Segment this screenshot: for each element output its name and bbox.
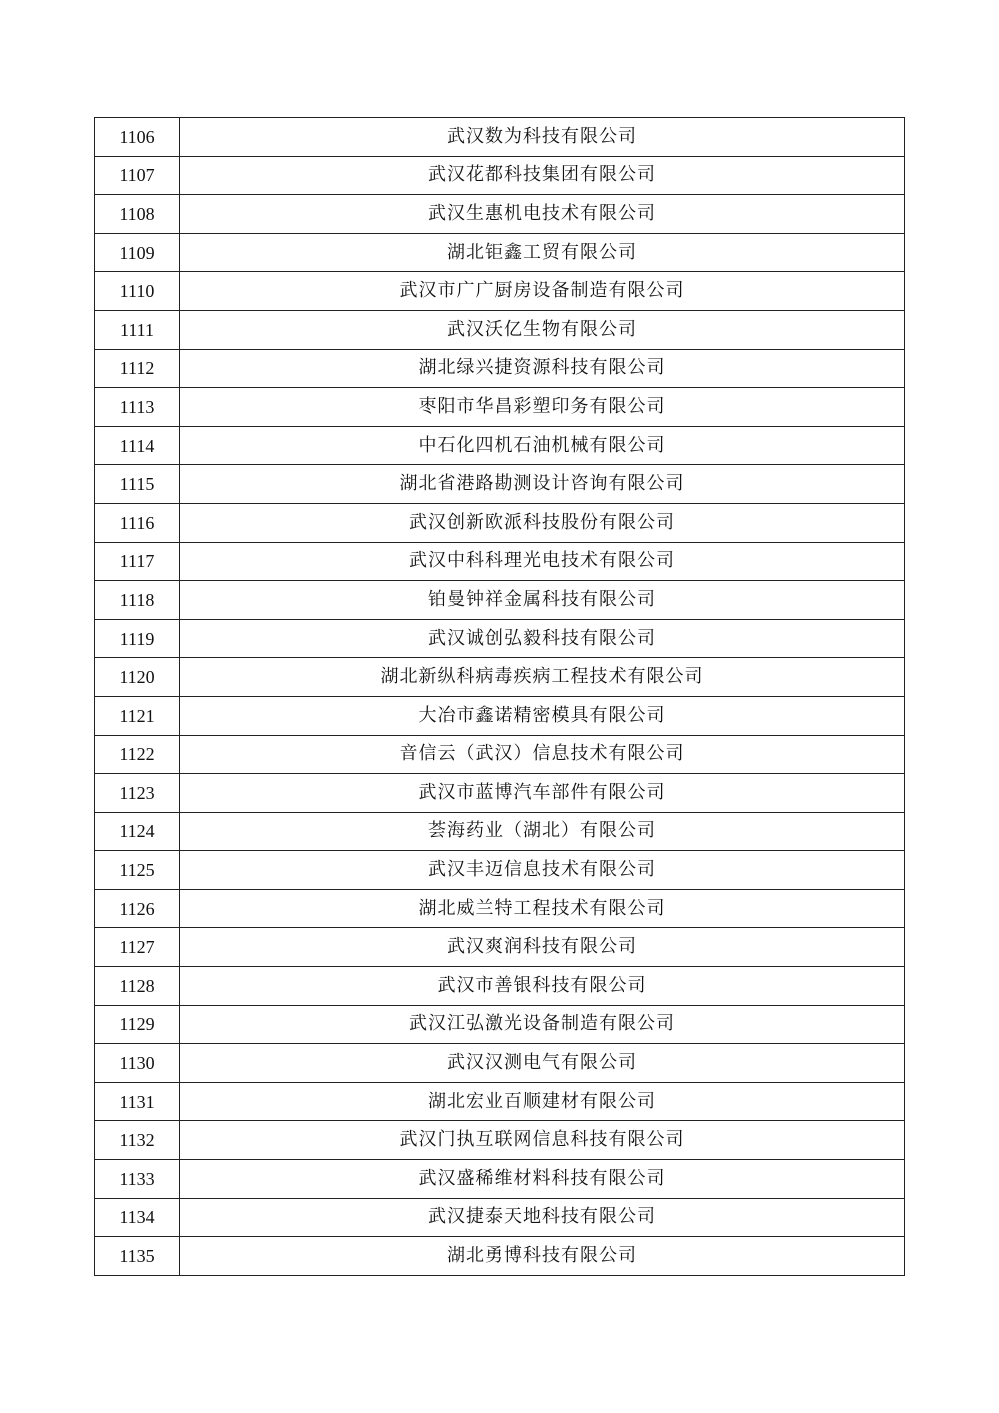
company-name: 武汉市蓝博汽车部件有限公司 (180, 774, 905, 813)
company-name: 武汉门执互联网信息科技有限公司 (180, 1121, 905, 1160)
company-name: 武汉市广广厨房设备制造有限公司 (180, 272, 905, 311)
company-name: 湖北绿兴捷资源科技有限公司 (180, 349, 905, 388)
row-number: 1118 (95, 581, 180, 620)
table-row (95, 1160, 905, 1199)
row-number: 1108 (95, 195, 180, 234)
table-row (95, 426, 905, 465)
company-name: 湖北勇博科技有限公司 (180, 1237, 905, 1276)
company-name: 湖北威兰特工程技术有限公司 (180, 889, 905, 928)
row-number: 1112 (95, 349, 180, 388)
row-number: 1133 (95, 1160, 180, 1199)
table-row (95, 967, 905, 1006)
company-name: 武汉江弘激光设备制造有限公司 (180, 1005, 905, 1044)
table-row (95, 1121, 905, 1160)
table-row (95, 1005, 905, 1044)
company-list-table (94, 117, 905, 1276)
table-row (95, 812, 905, 851)
company-name: 武汉捷泰天地科技有限公司 (180, 1198, 905, 1237)
company-name: 武汉花都科技集团有限公司 (180, 156, 905, 195)
row-number: 1132 (95, 1121, 180, 1160)
company-name: 武汉沃亿生物有限公司 (180, 310, 905, 349)
row-number: 1109 (95, 233, 180, 272)
table-row (95, 889, 905, 928)
row-number: 1107 (95, 156, 180, 195)
row-number: 1120 (95, 658, 180, 697)
company-name: 武汉诚创弘毅科技有限公司 (180, 619, 905, 658)
row-number: 1119 (95, 619, 180, 658)
table-row (95, 349, 905, 388)
row-number: 1116 (95, 503, 180, 542)
row-number: 1127 (95, 928, 180, 967)
table-row (95, 388, 905, 427)
row-number: 1126 (95, 889, 180, 928)
table-row (95, 156, 905, 195)
company-name: 湖北钜鑫工贸有限公司 (180, 233, 905, 272)
company-name: 武汉爽润科技有限公司 (180, 928, 905, 967)
table-row (95, 581, 905, 620)
table-row (95, 928, 905, 967)
table-row (95, 118, 905, 157)
row-number: 1130 (95, 1044, 180, 1083)
company-name: 湖北新纵科病毒疾病工程技术有限公司 (180, 658, 905, 697)
company-name: 武汉市善银科技有限公司 (180, 967, 905, 1006)
table-body (95, 118, 905, 1276)
company-name: 中石化四机石油机械有限公司 (180, 426, 905, 465)
table-row (95, 1044, 905, 1083)
table-row (95, 233, 905, 272)
row-number: 1115 (95, 465, 180, 504)
company-name: 枣阳市华昌彩塑印务有限公司 (180, 388, 905, 427)
row-number: 1106 (95, 118, 180, 157)
company-name: 音信云（武汉）信息技术有限公司 (180, 735, 905, 774)
table-row (95, 774, 905, 813)
table-row (95, 195, 905, 234)
row-number: 1129 (95, 1005, 180, 1044)
row-number: 1117 (95, 542, 180, 581)
company-name: 武汉汉测电气有限公司 (180, 1044, 905, 1083)
company-name: 大冶市鑫诺精密模具有限公司 (180, 696, 905, 735)
company-name: 湖北省港路勘测设计咨询有限公司 (180, 465, 905, 504)
row-number: 1122 (95, 735, 180, 774)
table-row (95, 465, 905, 504)
row-number: 1134 (95, 1198, 180, 1237)
table-row (95, 658, 905, 697)
table-row (95, 503, 905, 542)
company-name: 武汉中科科理光电技术有限公司 (180, 542, 905, 581)
row-number: 1114 (95, 426, 180, 465)
row-number: 1135 (95, 1237, 180, 1276)
table-row (95, 1237, 905, 1276)
table-row (95, 542, 905, 581)
table-row (95, 1198, 905, 1237)
company-name: 武汉生惠机电技术有限公司 (180, 195, 905, 234)
row-number: 1111 (95, 310, 180, 349)
row-number: 1124 (95, 812, 180, 851)
table-row (95, 310, 905, 349)
table-row (95, 1082, 905, 1121)
table-row (95, 735, 905, 774)
row-number: 1110 (95, 272, 180, 311)
table-row (95, 272, 905, 311)
company-name: 武汉创新欧派科技股份有限公司 (180, 503, 905, 542)
row-number: 1123 (95, 774, 180, 813)
company-name: 武汉数为科技有限公司 (180, 118, 905, 157)
row-number: 1125 (95, 851, 180, 890)
row-number: 1121 (95, 696, 180, 735)
company-name: 湖北宏业百顺建材有限公司 (180, 1082, 905, 1121)
row-number: 1113 (95, 388, 180, 427)
company-name: 武汉盛稀维材料科技有限公司 (180, 1160, 905, 1199)
company-name: 铂曼钟祥金属科技有限公司 (180, 581, 905, 620)
table-row (95, 696, 905, 735)
table-row (95, 851, 905, 890)
company-name: 荟海药业（湖北）有限公司 (180, 812, 905, 851)
table-row (95, 619, 905, 658)
company-name: 武汉丰迈信息技术有限公司 (180, 851, 905, 890)
row-number: 1128 (95, 967, 180, 1006)
row-number: 1131 (95, 1082, 180, 1121)
